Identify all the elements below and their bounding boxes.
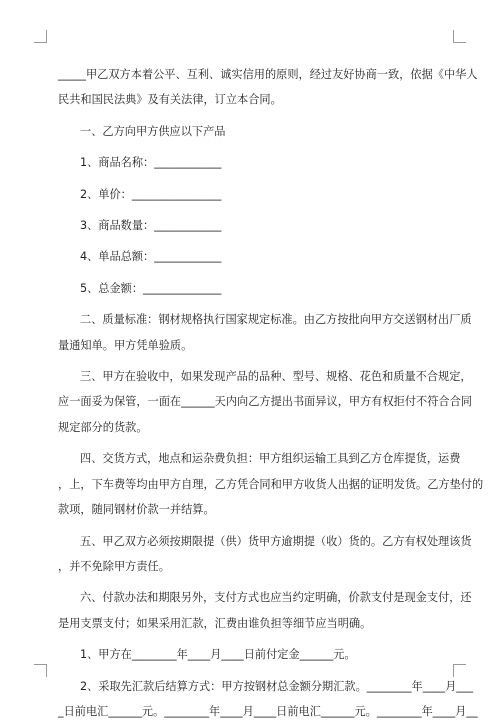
item-total-amount: 5、总金额：______________ [80,281,222,295]
section-6-line-2: 是用支票支付；如果采用汇款，汇费由谁负担等细节应当明确。 [58,616,372,630]
crop-mark-top-left [34,30,47,43]
section-2-line-2: 量通知单。甲方凭单验质。 [58,338,193,352]
section-4-line-2: ，上，下车费等均由甲方自理，乙方凭合同和甲方收货人出据的证明发货。乙方垫付的 [58,477,484,491]
section-1-heading: 一、乙方向甲方供应以下产品 [80,124,226,138]
intro-line-1: _____甲乙双方本着公平、互利、诚实信用的原则，经过友好协商一致，依据《中华人 [58,68,478,81]
section-4-line-1: 四、交货方式，地点和运杂费负担：甲方组织运输工具到乙方仓库提货，运费 [80,452,461,466]
payment-item-2-line-2: _日前电汇______元。________年____月____日前电汇______元。________年____月__ [58,704,478,718]
section-5-line-1: 五、甲乙双方必须按期限提（供）货甲方逾期提（收）货的。乙方有权处理该货 [80,534,472,548]
item-product-name: 1、商品名称：____________ [80,156,222,170]
payment-item-1: 1、甲方在________年____月____日前付定金______元。 [80,648,356,662]
item-quantity: 3、商品数量：____________ [80,219,222,233]
section-3-line-1: 三、甲方在验收中，如果发现产品的品种、型号、规格、花色和质量不合规定， [80,370,472,384]
item-single-total: 4、单品总额：____________ [80,250,222,264]
intro-line-2: 民共和国民法典》及有关法律，订立本合同。 [58,93,282,107]
crop-mark-bottom-left [34,664,47,677]
section-2-line-1: 二、质量标准：钢材规格执行国家规定标准。由乙方按批向甲方交送钢材出厂质 [80,313,472,327]
crop-mark-top-right [453,30,466,43]
section-3-line-2: 应一面妥为保管，一面在______天内向乙方提出书面异议，甲方有权拒付不符合合同 [58,395,472,409]
payment-item-2-line-1: 2、采取先汇款后结算方式：甲方按钢材总金额分期汇款。________年____月___ [80,679,474,693]
contract-body [58,62,484,724]
section-6-line-1: 六、付款办法和期限另外，支付方式也应当约定明确，价款支付是现金支付，还 [80,591,472,605]
section-5-line-2: ，并不免除甲方责任。 [58,559,170,573]
section-4-line-3: 款项，随同钢材价款一并结算。 [58,503,215,517]
section-3-line-3: 规定部分的货款。 [58,420,148,434]
item-unit-price: 2、单价：________________ [80,187,222,201]
